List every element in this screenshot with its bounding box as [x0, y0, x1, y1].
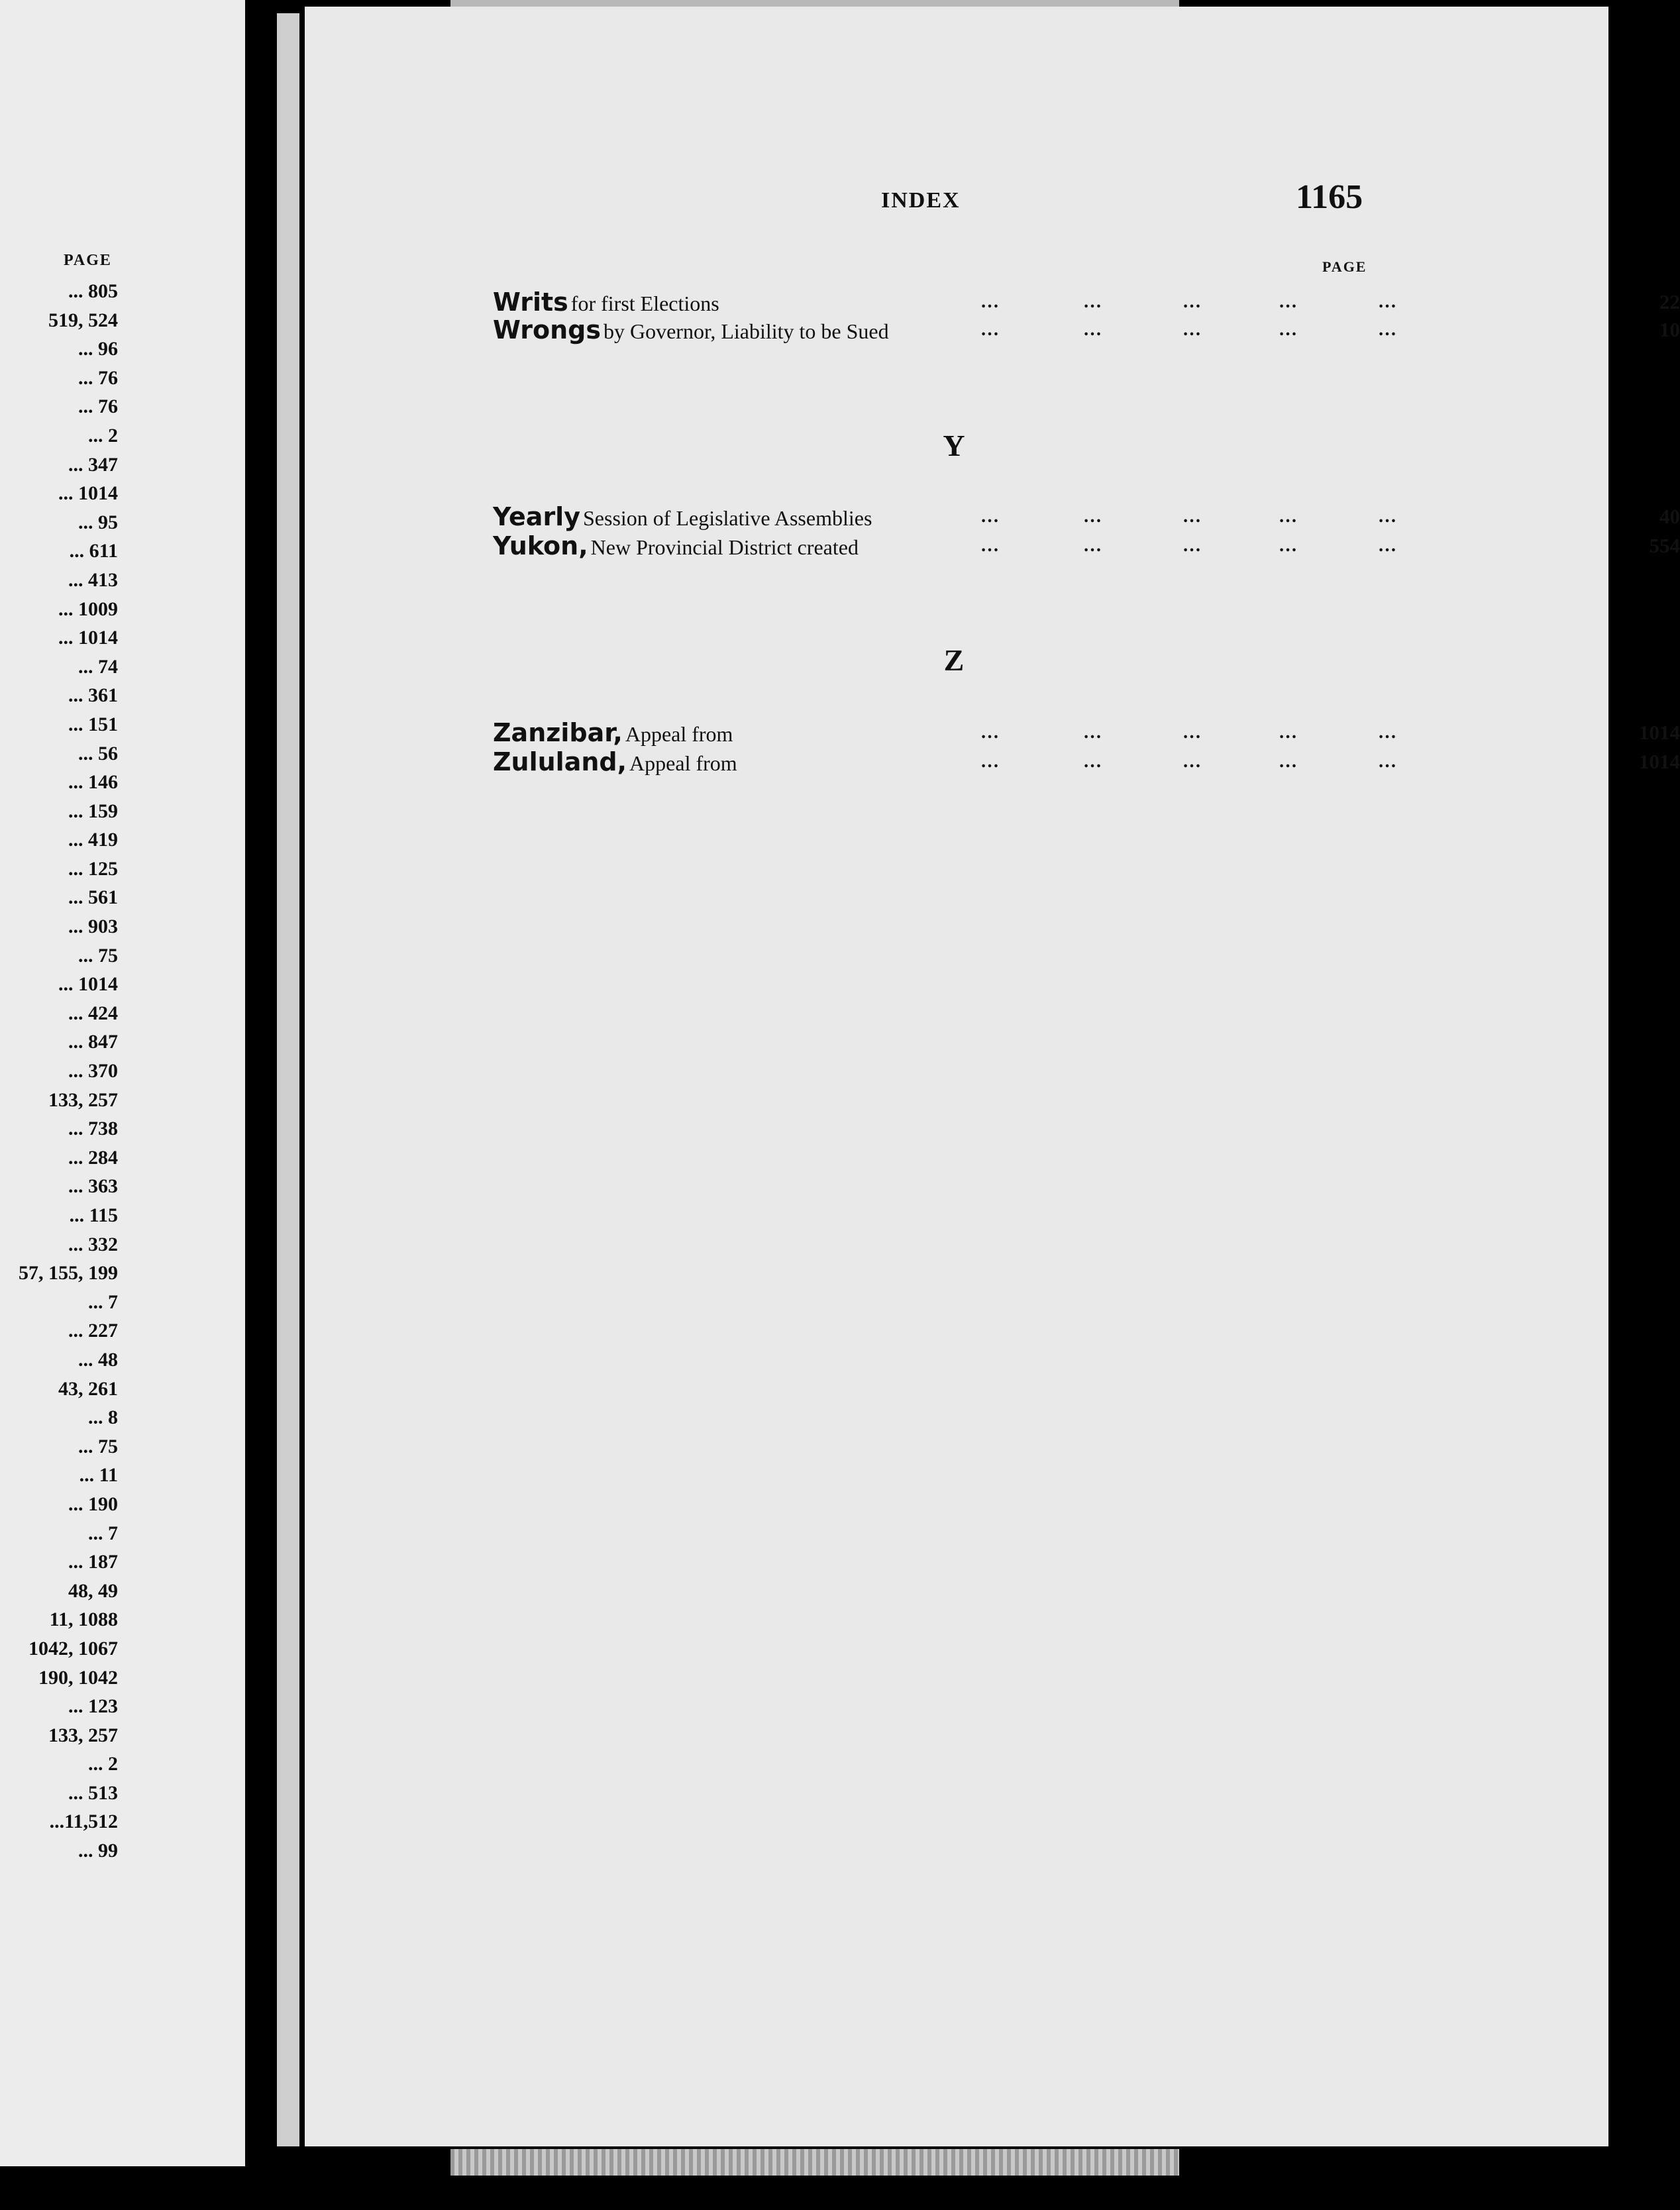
index-entry	[493, 502, 1680, 531]
index-entry	[493, 718, 1680, 747]
left-page-ref: ... 76	[78, 395, 118, 418]
left-page-ref: ... 76	[78, 366, 118, 389]
left-page-ref: ... 1009	[58, 598, 118, 620]
index-page-ref: 1014	[1639, 750, 1680, 773]
left-page-ref: ... 190	[68, 1493, 118, 1515]
index-term: Yukon,	[493, 531, 588, 560]
left-page-ref: ... 7	[88, 1522, 118, 1544]
index-page-ref: 40	[1659, 505, 1680, 528]
section-letter-y: Y	[943, 429, 965, 462]
left-page-ref: ... 8	[88, 1406, 118, 1429]
index-term: Yearly	[493, 502, 580, 531]
left-page-ref: ... 1014	[58, 627, 118, 649]
left-page-ref: 190, 1042	[38, 1666, 118, 1689]
left-page-ref: 1042, 1067	[28, 1637, 118, 1659]
left-page-ref: ... 123	[68, 1695, 118, 1718]
left-page-ref: ... 361	[68, 684, 118, 707]
index-term: Wrongs	[493, 315, 601, 344]
leader-dot-run: …	[980, 506, 1000, 527]
leader-dot-run: …	[1182, 751, 1202, 772]
leader-dot-run: …	[1378, 506, 1398, 527]
left-page-ref: ... 1014	[58, 482, 118, 505]
left-page-ref: 48, 49	[68, 1579, 118, 1602]
index-page-ref: 1014	[1639, 721, 1680, 744]
left-page-ref: ... 363	[68, 1175, 118, 1198]
left-page-ref: ... 146	[68, 771, 118, 794]
left-page-ref: 133, 257	[48, 1724, 118, 1746]
running-head: INDEX	[881, 188, 961, 213]
leader-dot-run: …	[1182, 535, 1202, 556]
left-page-ref: ... 56	[78, 742, 118, 764]
left-page-ref: ... 284	[68, 1146, 118, 1169]
index-entry	[493, 747, 1680, 776]
index-term: Writs	[493, 288, 568, 317]
left-page-ref: ... 151	[68, 713, 118, 735]
index-page-ref: 554	[1649, 534, 1680, 557]
index-description: Session of Legislative Assemblies	[582, 506, 872, 530]
left-page-ref: ... 419	[68, 829, 118, 851]
index-entry	[493, 531, 1680, 560]
leader-dot-run: …	[980, 291, 1000, 312]
left-page-ref: ... 7	[88, 1290, 118, 1313]
leader-dot-run: …	[1083, 751, 1103, 772]
left-page-ref: ... 75	[78, 944, 118, 967]
left-page-ref: 43, 261	[58, 1377, 118, 1400]
left-page-ref: ... 805	[68, 280, 118, 302]
leader-dot-run: …	[1378, 291, 1398, 312]
left-page-ref: 519, 524	[48, 309, 118, 331]
index-page-ref: 10	[1659, 318, 1680, 341]
left-page-ref: ... 227	[68, 1320, 118, 1342]
leader-dots	[493, 288, 1680, 317]
leader-dots	[493, 502, 1680, 531]
page-column-heading: PAGE	[1322, 258, 1367, 275]
leader-dot-run: …	[980, 319, 1000, 340]
index-description: New Provincial District created	[590, 535, 859, 559]
leader-dots	[493, 315, 1680, 344]
leader-dot-run: …	[1378, 319, 1398, 340]
index-description: by Governor, Liability to be Sued	[603, 319, 889, 343]
left-page-ref: ... 738	[68, 1118, 118, 1140]
section-letter-z: Z	[943, 643, 965, 677]
left-page-ref: ... 413	[68, 568, 118, 591]
leader-dots	[493, 747, 1680, 776]
left-page-ref: ... 2	[88, 424, 118, 447]
left-page-ref: ... 424	[68, 1002, 118, 1024]
leader-dot-run: …	[1279, 535, 1298, 556]
left-page-ref: ... 903	[68, 916, 118, 938]
leader-dots	[493, 531, 1680, 560]
left-page-ref: ... 611	[69, 540, 118, 562]
index-description: Appeal from	[625, 722, 733, 746]
left-page-ref: ... 159	[68, 800, 118, 822]
page-edge	[277, 13, 299, 2146]
left-page-ref: ... 75	[78, 1435, 118, 1457]
previous-page	[0, 0, 245, 2166]
left-page-ref: ... 1014	[58, 973, 118, 996]
leader-dot-run: …	[1279, 751, 1298, 772]
left-page-ref: ... 2	[88, 1753, 118, 1775]
leader-dot-run: …	[1378, 535, 1398, 556]
left-page-ref: ... 370	[68, 1060, 118, 1082]
leader-dot-run: …	[1279, 722, 1298, 743]
index-page	[305, 7, 1680, 2146]
left-page-ref: 57, 155, 199	[19, 1262, 118, 1285]
leader-dot-run: …	[1083, 291, 1103, 312]
left-page-ref: 11, 1088	[49, 1608, 118, 1631]
leader-dot-run: …	[1279, 291, 1298, 312]
left-page-ref: ... 847	[68, 1031, 118, 1053]
leader-dot-run: …	[1182, 291, 1202, 312]
left-page-ref: ... 115	[69, 1204, 118, 1226]
index-term: Zululand,	[493, 747, 627, 776]
leader-dot-run: …	[1182, 319, 1202, 340]
left-page-ref: ... 96	[78, 338, 118, 360]
index-entry	[493, 315, 1680, 344]
left-page-ref-list	[0, 277, 118, 1866]
index-description: Appeal from	[629, 751, 737, 775]
index-entry	[493, 288, 1680, 317]
leader-dots	[493, 718, 1680, 747]
index-page-ref: 22	[1659, 290, 1680, 313]
leader-dot-run: …	[980, 751, 1000, 772]
left-page-ref: 133, 257	[48, 1088, 118, 1111]
scan-edge-bottom	[450, 2149, 1179, 2176]
leader-dot-run: …	[1279, 319, 1298, 340]
left-page-ref: ... 187	[68, 1551, 118, 1573]
leader-dot-run: …	[1083, 319, 1103, 340]
left-page-ref: ... 11	[79, 1464, 118, 1487]
leader-dot-run: …	[1182, 506, 1202, 527]
left-page-ref: ...11,512	[49, 1811, 118, 1833]
left-page-ref: ... 48	[78, 1348, 118, 1371]
index-description: for first Elections	[570, 291, 719, 315]
page-number: 1165	[1296, 178, 1363, 216]
left-page-ref: ... 95	[78, 511, 118, 533]
leader-dot-run: …	[1378, 751, 1398, 772]
leader-dot-run: …	[1083, 722, 1103, 743]
left-page-ref: ... 561	[68, 886, 118, 909]
left-page-column-heading: PAGE	[64, 252, 112, 269]
left-page-ref: ... 125	[68, 857, 118, 880]
leader-dot-run: …	[1378, 722, 1398, 743]
left-page-ref: ... 332	[68, 1233, 118, 1255]
left-page-ref: ... 99	[78, 1840, 118, 1862]
index-term: Zanzibar,	[493, 718, 623, 747]
leader-dot-run: …	[1083, 506, 1103, 527]
left-page-ref: ... 347	[68, 453, 118, 476]
leader-dot-run: …	[1083, 535, 1103, 556]
leader-dot-run: …	[1182, 722, 1202, 743]
leader-dot-run: …	[980, 535, 1000, 556]
book-gutter	[245, 20, 277, 2140]
leader-dot-run: …	[980, 722, 1000, 743]
leader-dot-run: …	[1279, 506, 1298, 527]
left-page-ref: ... 74	[78, 655, 118, 678]
left-page-ref: ... 513	[68, 1781, 118, 1804]
